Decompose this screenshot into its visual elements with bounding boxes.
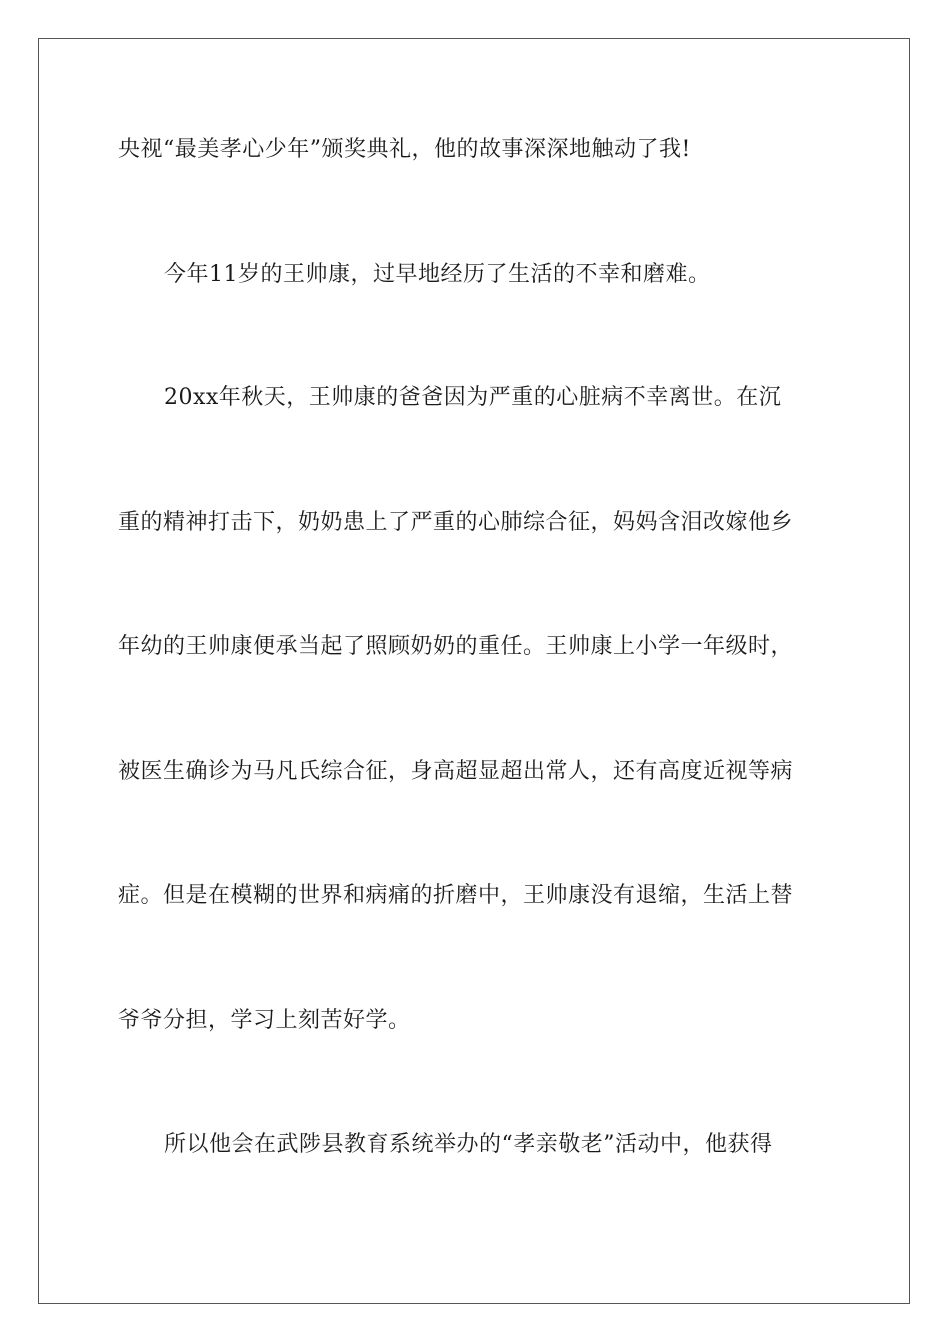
text-line: 症。但是在模糊的世界和病痛的折磨中，王帅康没有退缩，生活上替 xyxy=(118,883,794,908)
paragraph-line: 所以他会在武陟县教育系统举办的“孝亲敬老”活动中，他获得 xyxy=(164,1132,773,1157)
text-line: 年幼的王帅康便承当起了照顾奶奶的重任。王帅康上小学一年级时， xyxy=(118,634,794,659)
paragraph-line: 20xx年秋天，王帅康的爸爸因为严重的心脏病不幸离世。在沉 xyxy=(164,385,782,410)
text-line: 爷爷分担，学习上刻苦好学。 xyxy=(118,1008,411,1033)
page-border xyxy=(38,38,910,1304)
paragraph-line: 今年11岁的王帅康，过早地经历了生活的不幸和磨难。 xyxy=(164,262,711,287)
text-line: 重的精神打击下，奶奶患上了严重的心肺综合征，妈妈含泪改嫁他乡 xyxy=(118,510,794,535)
text-line: 被医生确诊为马凡氏综合征，身高超显超出常人，还有高度近视等病 xyxy=(118,759,794,784)
text-line: 央视“最美孝心少年”颁奖典礼，他的故事深深地触动了我! xyxy=(118,137,691,162)
